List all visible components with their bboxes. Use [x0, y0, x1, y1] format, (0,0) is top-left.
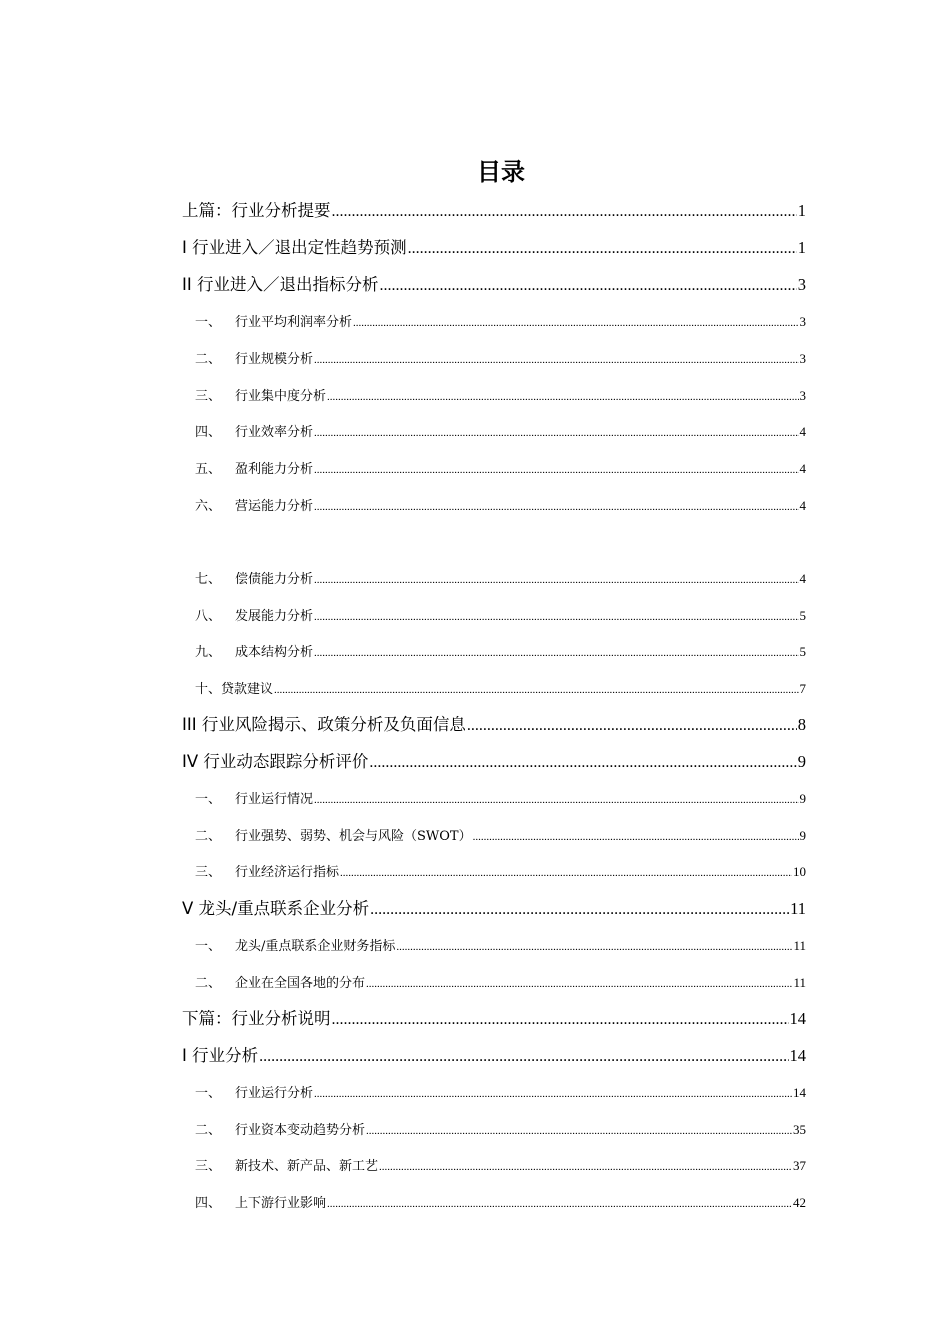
toc-entry-number: 十、: [195, 682, 222, 697]
toc-entry[interactable]: [182, 1005, 806, 1033]
toc-entry-number: 一、: [195, 1086, 222, 1101]
toc-entry-page-number: 9: [797, 752, 806, 771]
toc-entry-page-number: 4: [799, 571, 806, 586]
toc-entry-label: 龙头/重点联系企业财务指标: [235, 939, 396, 954]
toc-entry-label: 行业规模分析: [235, 352, 314, 367]
toc-entry-number: 二、: [195, 352, 222, 367]
toc-entry[interactable]: [182, 677, 806, 701]
toc-entry-page-number: 3: [799, 351, 806, 366]
toc-entry-label: 行业运行分析: [235, 1086, 314, 1101]
toc-dot-leader: [332, 198, 797, 226]
toc-dot-leader: [467, 712, 797, 740]
toc-entry-label: 行业经济运行指标: [235, 865, 340, 880]
toc-entry-page-number: 7: [799, 681, 806, 696]
toc-entry[interactable]: [182, 971, 806, 995]
toc-entry[interactable]: [182, 748, 806, 776]
toc-dot-leader: [332, 1006, 789, 1034]
toc-entry-page-number: 4: [799, 498, 806, 513]
toc-dot-leader: [379, 1155, 792, 1179]
toc-entry-label: 新技术、新产品、新工艺: [235, 1159, 379, 1174]
toc-entry-label: I 行业进入／退出定性趋势预测: [182, 238, 407, 257]
toc-entry-page-number: 10: [793, 864, 806, 879]
toc-entry-page-number: 1: [797, 201, 806, 220]
toc-entry[interactable]: [182, 310, 806, 334]
toc-entry-label: 贷款建议: [221, 682, 274, 697]
toc-entry-number: 一、: [195, 939, 222, 954]
toc-entry-label: II 行业进入／退出指标分析: [182, 275, 379, 294]
toc-dot-leader: [314, 1082, 792, 1106]
toc-entry-label: 偿债能力分析: [235, 572, 314, 587]
toc-entry-label: IV 行业动态跟踪分析评价: [182, 752, 369, 771]
toc-dot-leader: [369, 749, 796, 777]
toc-entry-label: 行业资本变动趋势分析: [235, 1123, 366, 1138]
toc-dot-leader: [314, 421, 798, 445]
toc-dot-leader: [314, 605, 798, 629]
toc-entry[interactable]: [182, 384, 806, 408]
toc-entry[interactable]: [182, 934, 806, 958]
toc-entry-page-number: 14: [789, 1009, 806, 1028]
toc-entry-label: 发展能力分析: [235, 609, 314, 624]
toc-entry-page-number: 3: [799, 388, 806, 403]
toc-entry-number: 四、: [195, 425, 222, 440]
toc-dot-leader: [314, 788, 798, 812]
toc-entry-page-number: 8: [797, 715, 806, 734]
toc-entry-number: 二、: [195, 829, 222, 844]
toc-entry-number: 三、: [195, 865, 222, 880]
toc-entry-label: 行业效率分析: [235, 425, 314, 440]
toc-entry-label: 成本结构分析: [235, 645, 314, 660]
toc-entry-label: 行业集中度分析: [235, 389, 327, 404]
toc-entry[interactable]: [182, 895, 806, 923]
toc-entry-page-number: 3: [799, 314, 806, 329]
toc-entry-label: 行业平均利润率分析: [235, 315, 353, 330]
toc-entry-page-number: 4: [799, 424, 806, 439]
toc-entry-number: 七、: [195, 572, 222, 587]
toc-entry-label: 行业运行情况: [235, 792, 314, 807]
toc-entry-page-number: 42: [793, 1195, 806, 1210]
toc-entry-label: 营运能力分析: [235, 499, 314, 514]
toc-entry-page-number: 5: [799, 644, 806, 659]
toc-entry[interactable]: [182, 860, 806, 884]
toc-entry-number: 四、: [195, 1196, 222, 1211]
toc-entry-label: 行业强势、弱势、机会与风险（SWOT）: [235, 829, 472, 844]
toc-entry-number: 三、: [195, 389, 222, 404]
toc-dot-leader: [379, 272, 796, 300]
toc-entry-number: 三、: [195, 1159, 222, 1174]
toc-entry[interactable]: [182, 1191, 806, 1215]
toc-dot-leader: [473, 825, 799, 849]
toc-entry[interactable]: [182, 1154, 806, 1178]
toc-entry-page-number: 37: [793, 1158, 806, 1173]
toc-entry-page-number: 14: [789, 1046, 806, 1065]
toc-entry[interactable]: [182, 1081, 806, 1105]
toc-entry-page-number: 4: [799, 461, 806, 476]
toc-dot-leader: [366, 972, 792, 996]
toc-entry-page-number: 3: [797, 275, 806, 294]
toc-entry-page-number: 35: [793, 1122, 806, 1137]
toc-dot-leader: [366, 1119, 792, 1143]
toc-entry-page-number: 5: [799, 608, 806, 623]
toc-entry-label: 上下游行业影响: [235, 1196, 327, 1211]
toc-entry[interactable]: [182, 1118, 806, 1142]
toc-entry[interactable]: [182, 787, 806, 811]
toc-dot-leader: [314, 348, 798, 372]
toc-entry-page-number: 14: [793, 1085, 806, 1100]
toc-dot-leader: [314, 568, 798, 592]
toc-dot-leader: [314, 641, 798, 665]
toc-entry[interactable]: [182, 457, 806, 481]
toc-entry[interactable]: [182, 494, 806, 518]
toc-dot-leader: [408, 235, 797, 263]
toc-title: 目录: [477, 158, 525, 186]
toc-entry[interactable]: [182, 271, 806, 299]
toc-entry[interactable]: [182, 347, 806, 371]
toc-dot-leader: [327, 1192, 792, 1216]
toc-entry-label: 盈利能力分析: [235, 462, 314, 477]
toc-entry-page-number: 1: [797, 238, 806, 257]
toc-entry-number: 二、: [195, 976, 222, 991]
toc-dot-leader: [370, 896, 789, 924]
toc-entry-label: III 行业风险揭示、政策分析及负面信息: [182, 715, 466, 734]
toc-entry-label: 上篇：行业分析提要: [182, 201, 331, 220]
toc-entry-label: V 龙头/重点联系企业分析: [182, 899, 370, 918]
toc-entry-page-number: 11: [790, 899, 806, 918]
toc-entry-label: 企业在全国各地的分布: [235, 976, 366, 991]
toc-entry[interactable]: [182, 234, 806, 262]
toc-entry-page-number: 9: [799, 791, 806, 806]
toc-dot-leader: [259, 1043, 788, 1071]
toc-entry[interactable]: [182, 567, 806, 591]
toc-entry-number: 二、: [195, 1123, 222, 1138]
toc-entry[interactable]: [182, 604, 806, 628]
toc-entry-number: 八、: [195, 609, 222, 624]
toc-entry[interactable]: [182, 711, 806, 739]
toc-dot-leader: [396, 935, 792, 959]
toc-dot-leader: [274, 678, 798, 702]
toc-entry-label: I 行业分析: [182, 1046, 259, 1065]
toc-entry[interactable]: [182, 197, 806, 225]
toc-entry-number: 六、: [195, 499, 222, 514]
toc-entry-page-number: 11: [793, 975, 806, 990]
toc-entry-number: 五、: [195, 462, 222, 477]
toc-entry[interactable]: [182, 824, 806, 848]
toc-entry-number: 一、: [195, 792, 222, 807]
toc-dot-leader: [353, 311, 798, 335]
toc-entry-number: 九、: [195, 645, 222, 660]
toc-entry[interactable]: [182, 1042, 806, 1070]
toc-entry-label: 下篇：行业分析说明: [182, 1009, 331, 1028]
toc-entry[interactable]: [182, 420, 806, 444]
toc-entry-page-number: 9: [799, 828, 806, 843]
toc-dot-leader: [340, 861, 792, 885]
toc-dot-leader: [314, 495, 798, 519]
toc-entry-number: 一、: [195, 315, 222, 330]
toc-entry[interactable]: [182, 640, 806, 664]
toc-dot-leader: [327, 385, 798, 409]
toc-entry-page-number: 11: [793, 938, 806, 953]
toc-dot-leader: [314, 458, 798, 482]
